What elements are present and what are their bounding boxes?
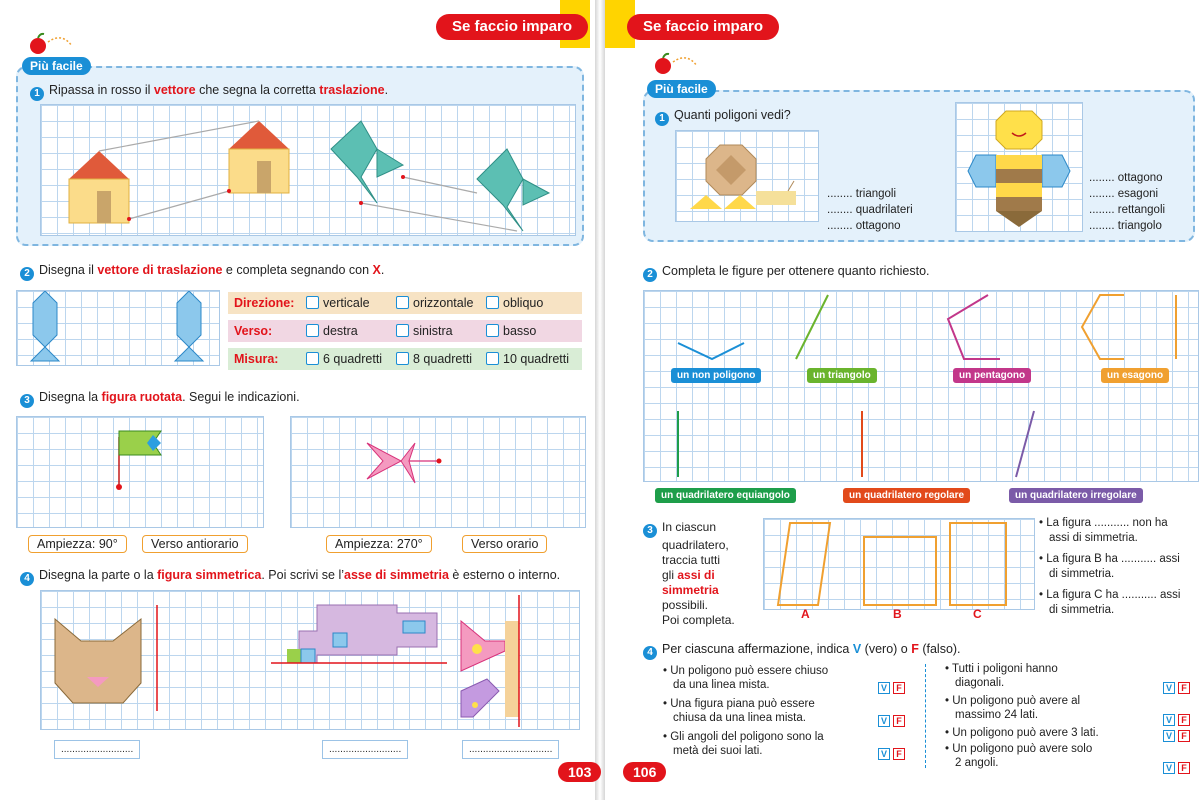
tag-triangolo: un triangolo <box>807 368 877 383</box>
q4-text: 4 Disegna la parte o la figura simmetrica. Poi scrivi se l’asse di simmetria è esterno o interno. <box>20 568 560 586</box>
bee-labels: ........ ottagono ........ esagoni ........ rettangoli ........ triangolo <box>1089 172 1166 232</box>
left-banner: Se faccio imparo <box>436 14 588 40</box>
option-basso[interactable]: basso <box>486 320 536 342</box>
tag-quadrilatero-irregolare: un quadrilatero irregolare <box>1009 488 1143 503</box>
polygon-grid <box>643 290 1199 482</box>
option-destra[interactable]: destra <box>306 320 358 342</box>
label-b: B <box>893 607 902 621</box>
vf-1[interactable]: V F <box>875 678 905 696</box>
table-row-verso: Verso: destra sinistra basso <box>228 320 582 342</box>
vf-2[interactable]: V F <box>875 711 905 729</box>
translation-figures <box>41 105 577 237</box>
statement-7: • Un poligono può avere solo 2 angoli. <box>945 743 1093 769</box>
rotation-grid-1 <box>16 416 264 528</box>
snail-figure <box>676 131 820 223</box>
option-obliquo[interactable]: obliquo <box>486 292 543 314</box>
quadrilateral-grid <box>763 518 1035 610</box>
symmetry-grid <box>40 590 580 730</box>
statement-5: • Un poligono può avere al massimo 24 lati. <box>945 695 1081 721</box>
q4-text-right: 4 Per ciascuna affermazione, indica V (vero) o F (falso). <box>643 642 961 660</box>
q3-text: 3 Disegna la figura ruotata. Segui le indicazioni. <box>20 390 300 408</box>
quadrilateral-figures <box>764 519 1036 611</box>
label-a: A <box>801 607 810 621</box>
q2-text: 2 Disegna il vettore di traslazione e completa segnando con X. <box>20 263 384 281</box>
tag-quadrilatero-regolare: un quadrilatero regolare <box>843 488 970 503</box>
q2-text-right: 2 Completa le figure per ottenere quanto richiesto. <box>643 264 930 282</box>
vf-4[interactable]: V F <box>1160 678 1190 696</box>
tag-quadrilatero-equiangolo: un quadrilatero equiangolo <box>655 488 796 503</box>
difficulty-tag: Più facile <box>22 57 91 75</box>
statement-2: • Una figura piana può essere chiusa da una linea mista. <box>663 698 815 724</box>
direction-box-2: Verso orario <box>462 535 547 553</box>
answer-line-3[interactable]: .............................. <box>462 740 559 759</box>
right-banner: Se faccio imparo <box>627 14 779 40</box>
polygon-figures <box>644 291 1200 483</box>
q1-text-right: 1 Quanti poligoni vedi? <box>655 108 791 126</box>
left-page <box>0 0 595 800</box>
snail-grid <box>675 130 819 222</box>
statement-1: • Un poligono può essere chiuso da una linea mista. <box>663 665 829 691</box>
arrow-figure <box>291 417 587 529</box>
option-8-quadretti[interactable]: 8 quadretti <box>396 348 472 370</box>
vf-6[interactable]: V F <box>1160 726 1190 744</box>
vf-3[interactable]: V F <box>875 744 905 762</box>
vf-5[interactable]: V F <box>1160 710 1190 728</box>
page-number-right: 106 <box>623 762 666 782</box>
page-number-left: 103 <box>558 762 601 782</box>
fish-grid <box>16 290 220 366</box>
bee-grid <box>955 102 1083 232</box>
right-page <box>605 0 1200 800</box>
book-gutter <box>595 0 605 800</box>
q3-text-right: 3 In ciascun quadrilatero, traccia tutti gli assi di simmetria possibili. Poi completa. <box>643 520 735 628</box>
option-sinistra[interactable]: sinistra <box>396 320 453 342</box>
direction-box-1: Verso antiorario <box>142 535 248 553</box>
statement-6: • Un poligono può avere 3 lati. <box>945 727 1099 739</box>
angle-box-1: Ampiezza: 90° <box>28 535 127 553</box>
symmetry-figures <box>41 591 581 731</box>
answer-line-2[interactable]: .......................... <box>322 740 408 759</box>
label-c: C <box>973 607 982 621</box>
bee-figure <box>956 103 1084 233</box>
angle-box-2: Ampiezza: 270° <box>326 535 432 553</box>
table-row-direzione: Direzione: verticale orizzontale obliquo <box>228 292 582 314</box>
statement-4: • Tutti i poligoni hanno diagonali. <box>945 663 1058 689</box>
column-divider <box>925 664 926 768</box>
option-verticale[interactable]: verticale <box>306 292 370 314</box>
q1-text: 1 Ripassa in rosso il vettore che segna la corretta traslazione. <box>30 83 388 101</box>
translation-grid <box>40 104 576 236</box>
statement-3: • Gli angoli del poligono sono la metà dei suoi lati. <box>663 731 824 757</box>
option-10-quadretti[interactable]: 10 quadretti <box>486 348 569 370</box>
answer-line-1[interactable]: .......................... <box>54 740 140 759</box>
fish-figures <box>17 291 221 367</box>
tag-non-poligono: un non poligono <box>671 368 761 383</box>
flag-figure <box>17 417 265 529</box>
snail-labels: ........ triangoli ........ quadrilateri ........ ottagono <box>827 188 913 232</box>
option-6-quadretti[interactable]: 6 quadretti <box>306 348 382 370</box>
tag-esagono: un esagono <box>1101 368 1169 383</box>
table-row-misura: Misura: 6 quadretti 8 quadretti 10 quadretti <box>228 348 582 370</box>
difficulty-tag-right: Più facile <box>647 80 716 98</box>
q3-items: • La figura ........... non ha assi di simmetria. • La figura B ha ........... assi di simmetria. • La figura C ha ........... assi di simmetria. <box>1039 517 1181 616</box>
apple-icon <box>28 32 78 58</box>
tag-pentagono: un pentagono <box>953 368 1031 383</box>
option-orizzontale[interactable]: orizzontale <box>396 292 473 314</box>
rotation-grid-2 <box>290 416 586 528</box>
vf-7[interactable]: V F <box>1160 758 1190 776</box>
apple-icon-right <box>653 52 703 78</box>
